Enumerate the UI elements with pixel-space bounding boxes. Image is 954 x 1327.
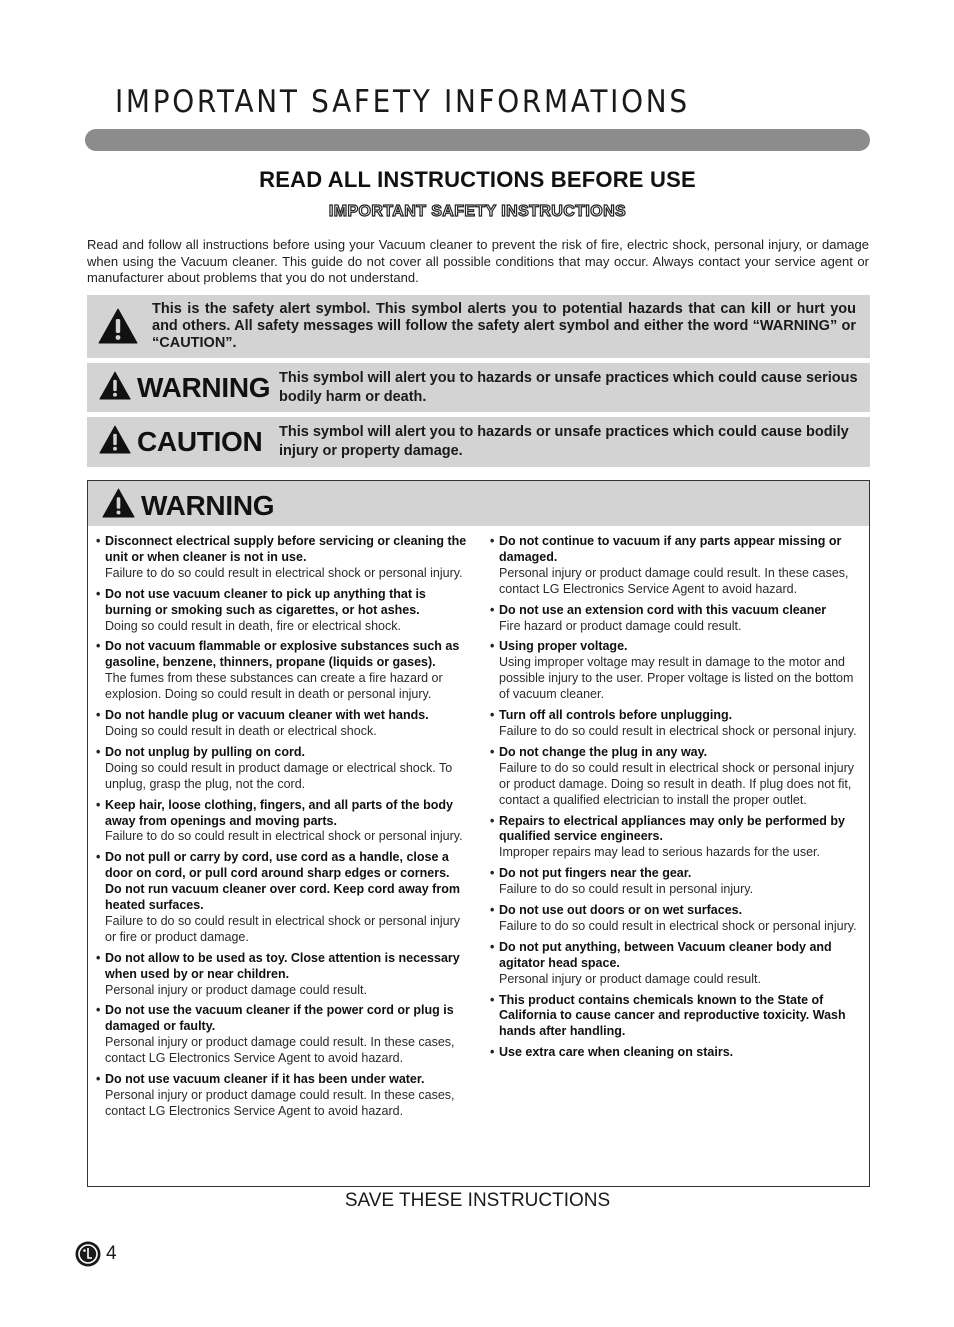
bullet-marker: • [96,744,101,759]
warning-item-title: Do not handle plug or vacuum cleaner with wet hands. [105,708,429,723]
warning-item-detail: Doing so could result in product damage or electrical shock. To unplug, grasp the plug, not the cord. [105,760,453,791]
alert-triangle-icon [99,371,131,405]
warning-list-item [96,639,468,703]
warning-list-item [490,745,862,809]
intro-paragraph: Read and follow all instructions before using your Vacuum cleaner to prevent the risk of fire, electric shock, personal injury, or damage when using the Vacuum cleaner. This guide do not cover all possible conditions that may occur. Always contact your service agent or manufacturer about problems that you do not understand. [87,237,869,285]
warning-list-item [490,814,862,862]
warning-list-item [490,866,862,898]
warning-panel-header [88,481,869,526]
warning-item-title: Using proper voltage. [499,639,628,654]
warning-definition-text: This symbol will alert you to hazards or unsafe practices which could cause serious bodily harm or death. [279,370,858,405]
caution-word: CAUTION [137,426,263,457]
bullet-marker: • [96,534,101,548]
warning-item-title: Do not use vacuum cleaner to pick up anything that is burning or smoking such as cigarettes, or hot ashes. [105,586,426,617]
page-number: 4 [106,1243,117,1264]
warning-item-detail: Failure to do so could result in electrical shock or personal injury. [105,565,463,580]
warning-list-left [96,534,468,1125]
safety-alert-symbol-box [87,295,870,358]
bullet-marker: • [96,708,101,723]
warning-item-title: Do not use vacuum cleaner if it has been under water. [105,1072,425,1087]
warning-item-title: Do not continue to vacuum if any parts appear missing or damaged. [499,534,842,564]
warning-item-detail: Personal injury or product damage could result. In these cases, contact LG Electronics Service Agent to avoid hazard. [105,1035,455,1066]
warning-list-item [96,708,468,740]
warning-signal [99,371,270,405]
bullet-marker: • [490,992,495,1007]
warning-item-detail: Personal injury or product damage could result. In these cases, contact LG Electronics Service Agent to avoid hazard. [105,1088,455,1118]
warning-list-item [490,603,862,635]
warning-item-detail: Failure to do so could result in electrical shock or personal injury or fire or product damage. [105,913,461,944]
bullet-marker: • [490,639,495,654]
warning-item-detail: Personal injury or product damage could result. In these cases, contact LG Electronics Service Agent to avoid hazard. [499,565,849,596]
warning-list-item [490,993,862,1041]
warning-item-detail: Improper repairs may lead to serious hazards for the user. [499,845,820,860]
warning-item-detail: Failure to do so could result in electrical shock or personal injury. [105,829,463,844]
warning-list-item [96,951,468,999]
caution-definition-text: This symbol will alert you to hazards or unsafe practices which could cause bodily injury or property damage. [279,424,849,459]
warning-item-title: Do not use out doors or on wet surfaces. [499,903,743,918]
warning-panel-title: WARNING [141,489,275,521]
bullet-marker: • [96,1072,101,1087]
warning-item-detail: The fumes from these substances can create a fire hazard or explosion. Doing so could result in death or personal injury. [105,671,443,702]
warning-list-item [490,940,862,988]
safety-alert-description: This is the safety alert symbol. This symbol alerts you to potential hazards that can kill or hurt you and others. All safety messages will follow the safety alert symbol and either the word “WARNING” or “CAUTION”. [152,301,856,351]
warning-item-title: Do not allow to be used as toy. Close attention is necessary when used by or near children. [105,950,460,981]
warning-item-detail: Fire hazard or product damage could result. [499,618,742,633]
bullet-marker: • [490,939,495,954]
section-heading: READ ALL INSTRUCTIONS BEFORE USE [259,167,696,192]
warning-item-detail: Failure to do so could result in electrical shock or personal injury. [499,918,857,933]
warning-definition-box [87,363,870,412]
warning-item-title: Use extra care when cleaning on stairs. [499,1045,734,1060]
warning-item-detail: Doing so could result in death, fire or electrical shock. [105,618,401,633]
bullet-marker: • [96,639,101,654]
warning-item-detail: Personal injury or product damage could result. [499,971,761,986]
warning-item-title: Do not use an extension cord with this vacuum cleaner [499,602,827,617]
bullet-marker: • [490,744,495,759]
bullet-marker: • [96,950,101,965]
warning-item-title: Repairs to electrical appliances may only be performed by qualified service engineers. [499,813,845,844]
warning-item-title: Do not unplug by pulling on cord. [105,744,305,759]
warning-item-title: Do not put fingers near the gear. [499,866,692,881]
warning-item-detail: Personal injury or product damage could result. [105,982,367,997]
bullet-marker: • [490,1045,495,1060]
warning-item-title: Do not use the vacuum cleaner if the power cord or plug is damaged or faulty. [105,1003,454,1034]
alert-triangle-icon [99,425,131,459]
section-subheading: IMPORTANT SAFETY INSTRUCTIONS [328,203,627,220]
warning-list-item [96,745,468,793]
warning-list-item [96,587,468,635]
warning-item-detail: Doing so could result in death or electrical shock. [105,723,377,738]
warning-list-item [96,1003,468,1067]
bullet-marker: • [490,534,495,548]
caution-signal [99,425,262,459]
bullet-marker: • [490,903,495,918]
warning-list-item [490,903,862,935]
alert-triangle-icon [98,308,138,349]
warning-item-detail: Failure to do so could result in electrical shock or personal injury or product damage. Doing so result in death. If plug does not fit, contact a qualified electrician to install the proper outlet. [499,760,855,807]
bullet-marker: • [96,850,101,865]
bullet-marker: • [96,586,101,601]
page-title: IMPORTANT SAFETY INFORMATIONS [115,84,690,120]
warning-item-title: Do not change the plug in any way. [499,744,708,759]
caution-definition-box [87,417,870,467]
warning-list-item [96,1072,468,1120]
title-underline-bar [85,129,870,151]
warning-list-item [96,534,468,582]
warning-item-title: This product contains chemicals known to the State of California to cause cancer and reproductive toxicity. Wash hands after handling. [499,992,846,1039]
warning-item-title: Turn off all controls before unplugging. [499,708,733,723]
bullet-marker: • [490,866,495,881]
warning-list-item [490,1045,862,1061]
warning-item-title: Do not pull or carry by cord, use cord as a handle, close a door on cord, or pull cord around sharp edges or corners. Do not run vacuum cleaner over cord. Keep cord away from heated surfaces. [105,850,460,913]
warning-item-title: Do not put anything, between Vacuum cleaner body and agitator head space. [499,939,832,970]
warning-item-title: Disconnect electrical supply before servicing or cleaning the unit or when cleaner is not in use. [105,534,467,564]
warning-list-item [490,534,862,598]
warning-list-item [490,708,862,740]
warning-list-item [96,850,468,945]
warning-panel [87,480,870,1187]
warning-panel-signal [102,488,274,523]
bullet-marker: • [490,602,495,617]
warning-item-detail: Failure to do so could result in personal injury. [499,882,754,897]
warning-item-title: Keep hair, loose clothing, fingers, and all parts of the body away from openings and moving parts. [105,797,453,828]
bullet-marker: • [96,797,101,812]
warning-list-right [490,534,862,1066]
warning-item-title: Do not vacuum flammable or explosive substances such as gasoline, benzene, thinners, propane (liquids or gases). [105,639,460,670]
alert-triangle-icon [102,488,135,523]
warning-list-item [96,798,468,846]
warning-list-item [490,639,862,703]
warning-word: WARNING [137,372,271,403]
bullet-marker: • [490,813,495,828]
warning-item-detail: Using improper voltage may result in damage to the motor and possible injury to the user. Proper voltage is listed on the bottom of vacuum cleaner. [499,655,854,702]
lg-logo-icon [75,1241,101,1267]
bullet-marker: • [96,1003,101,1018]
save-instructions-text: SAVE THESE INSTRUCTIONS [344,1190,611,1211]
bullet-marker: • [490,708,495,723]
warning-item-detail: Failure to do so could result in electrical shock or personal injury. [499,723,857,738]
